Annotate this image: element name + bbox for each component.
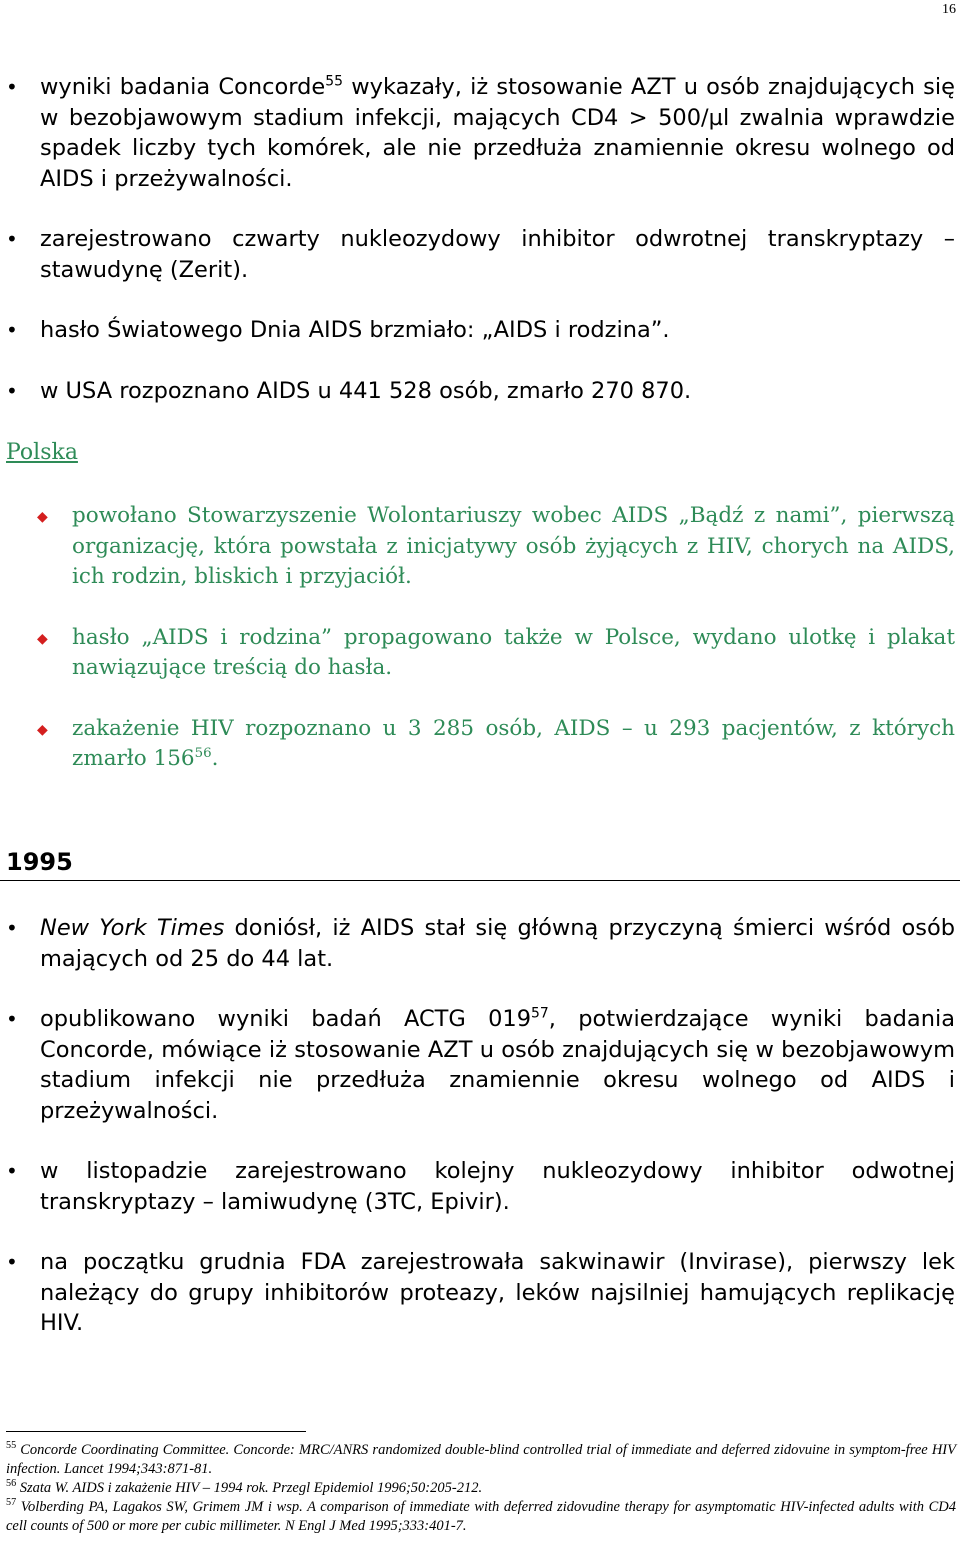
- list-item: • opublikowano wyniki badań ACTG $019^{57}$, potwierdzające wyniki badania Concorde, mówiące iż stosowanie AZT u osób znajdujących się w bezobjawowym stadium infekcji nie przedłuża znamiennie okresu wolnego od AIDS i przeżywalności.: [6, 1005, 955, 1124]
- footnote: $^{56}$ Szata W. AIDS i zakażenie HIV – 1994 rok. Przegl Epidemiol 1996;50:205-212.: [6, 1478, 483, 1496]
- bullet-list-polska: [0, 501, 960, 775]
- bullet-icon: •: [6, 75, 18, 99]
- list-item: • wyniki badania Concorde$^{55}$ wykazały, iż stosowanie AZT u osób znajdujących się w bezobjawowym stadium infekcji, mających CD4 > 500/µl zwalnia wprawdzie spadek liczby tych komórek, ale nie przedłuża znamiennie okresu wolnego od AIDS i przeżywalności.: [6, 73, 955, 192]
- diamond-bullet-icon: ◆: [37, 509, 48, 525]
- list-item: • na początku grudnia FDA zarejestrowała sakwinawir (Invirase), pierwszy lek należący do grupy inhibitorów proteazy, leków najsilniej hamujących replikację HIV.: [6, 1249, 955, 1336]
- list-item: ◆ hasło „AIDS i rodzina” propagowano także w Polsce, wydano ulotkę i plakat nawiązujące treścią do hasła.: [37, 624, 955, 680]
- diamond-bullet-icon: ◆: [37, 721, 48, 738]
- bullet-icon: •: [6, 1159, 18, 1183]
- list-item: • w listopadzie zarejestrowano kolejny nukleozydowy inhibitor odwotnej transkryptazy – lamiwudynę (3TC, Epivir).: [6, 1158, 955, 1215]
- bullet-icon: •: [6, 227, 18, 251]
- section-heading-polska: Polska: [6, 440, 78, 465]
- list-item: • zarejestrowano czwarty nukleozydowy inhibitor odwrotnej transkryptazy – stawudynę (Zerit).: [6, 226, 955, 283]
- bullet-icon: •: [6, 1007, 18, 1031]
- diamond-bullet-icon: ◆: [37, 630, 48, 647]
- section-heading-year: 1995: [6, 848, 73, 876]
- bullet-list-1995: [0, 913, 960, 1339]
- footnote-ref[interactable]: 56: [194, 745, 212, 761]
- page-number: 16: [942, 2, 956, 17]
- footnotes: [6, 1441, 956, 1536]
- list-item: ◆ zakażenie HIV rozpoznano u 3 285 osób, AIDS – u 293 pacjentów, z których zmarło $156^{56}$.: [37, 715, 955, 771]
- footnote: $^{57}$ Volberding PA, Lagakos SW, Grimem JM i wsp. A comparison of immediate with deferred zidovudine therapy for asymptomatic HIV-infected adults with CD4 cell counts of 500 or more per cubic millimeter. N Engl J Med 1995;333:401-7.: [6, 1497, 956, 1534]
- bullet-list-1994: [0, 72, 960, 406]
- bullet-icon: •: [6, 318, 18, 342]
- bullet-icon: •: [6, 378, 18, 403]
- list-item: ◆ powołano Stowarzyszenie Wolontariuszy wobec AIDS „Bądź z nami”, pierwszą organizację, która powstała z inicjatywy osób żyjących z HIV, chorych na AIDS, ich rodzin, bliskich i przyjaciół.: [37, 503, 955, 589]
- footnote-ref[interactable]: 55: [325, 73, 344, 90]
- footnote-ref[interactable]: 57: [531, 1005, 549, 1022]
- footnote: $^{55}$ Concorde Coordinating Committee. Concorde: MRC/ANRS randomized double-blind controlled trial of immediate and deferred zidovuine in symptom-free HIV infection. Lancet 1994;343:871-81.: [6, 1440, 956, 1477]
- list-item: • hasło Światowego Dnia AIDS brzmiało: „AIDS i rodzina”.: [0, 315, 960, 346]
- bullet-icon: •: [6, 1250, 18, 1274]
- divider: [0, 880, 960, 881]
- footnote-divider: [6, 1431, 306, 1432]
- list-item: • w USA rozpoznano AIDS u 441 528 osób, zmarło 270 870.: [0, 376, 960, 407]
- list-item: • New York Times doniósł, iż AIDS stał się główną przyczyną śmierci wśród osób mających od 25 do 44 lat.: [6, 915, 955, 972]
- bullet-icon: •: [6, 916, 18, 940]
